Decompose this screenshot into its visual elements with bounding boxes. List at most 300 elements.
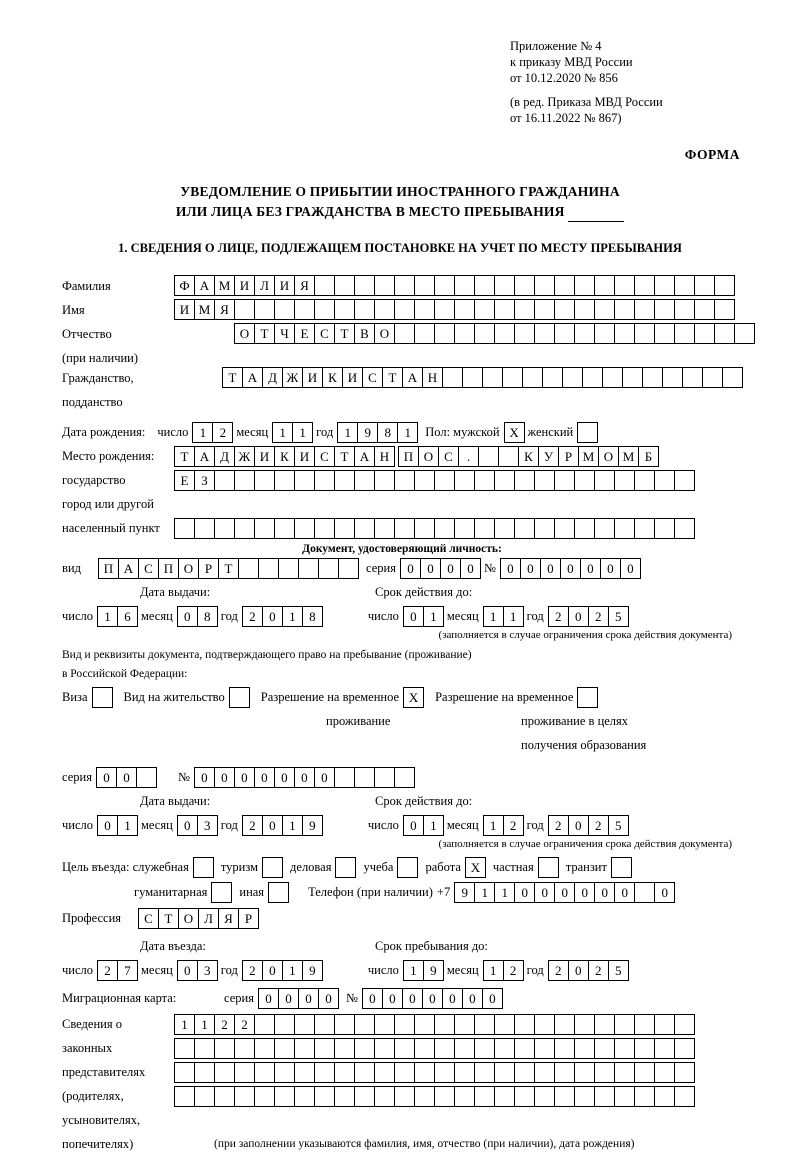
- form-cell[interactable]: [614, 275, 635, 296]
- form-cell[interactable]: 0: [262, 606, 283, 627]
- form-cell[interactable]: [274, 470, 295, 491]
- form-cell[interactable]: [534, 1086, 555, 1107]
- form-cell[interactable]: [294, 299, 315, 320]
- form-cell[interactable]: [394, 299, 415, 320]
- form-cell[interactable]: 1: [282, 815, 303, 836]
- form-cell[interactable]: [594, 470, 615, 491]
- form-cell[interactable]: .: [458, 446, 479, 467]
- legal-rep-cells-row2[interactable]: [174, 1038, 694, 1059]
- form-cell[interactable]: [254, 1038, 275, 1059]
- form-cell[interactable]: [494, 1086, 515, 1107]
- form-cell[interactable]: Т: [218, 558, 239, 579]
- form-cell[interactable]: 0: [600, 558, 621, 579]
- form-cell[interactable]: М: [618, 446, 639, 467]
- form-cell[interactable]: [514, 275, 535, 296]
- form-cell[interactable]: [594, 1038, 615, 1059]
- form-cell[interactable]: [654, 323, 675, 344]
- form-cell[interactable]: [634, 275, 655, 296]
- form-cell[interactable]: [514, 470, 535, 491]
- permit-issue-year-cells[interactable]: [242, 815, 322, 836]
- form-cell[interactable]: [334, 1014, 355, 1035]
- form-cell[interactable]: 0: [568, 960, 589, 981]
- form-cell[interactable]: 2: [212, 422, 233, 443]
- form-cell[interactable]: К: [274, 446, 295, 467]
- form-cell[interactable]: [414, 323, 435, 344]
- form-cell[interactable]: [354, 1062, 375, 1083]
- form-cell[interactable]: [494, 1014, 515, 1035]
- form-cell[interactable]: [214, 470, 235, 491]
- legal-rep-cells-row1[interactable]: [174, 1014, 694, 1035]
- form-cell[interactable]: 2: [503, 815, 524, 836]
- form-cell[interactable]: 9: [302, 960, 323, 981]
- form-cell[interactable]: [454, 470, 475, 491]
- doc-kind-cells[interactable]: [98, 558, 358, 579]
- form-cell[interactable]: [234, 470, 255, 491]
- form-cell[interactable]: Ф: [174, 275, 195, 296]
- form-cell[interactable]: У: [538, 446, 559, 467]
- form-cell[interactable]: [514, 1038, 535, 1059]
- form-cell[interactable]: П: [158, 558, 179, 579]
- form-cell[interactable]: [634, 323, 655, 344]
- form-cell[interactable]: [474, 518, 495, 539]
- form-cell[interactable]: [534, 470, 555, 491]
- form-cell[interactable]: [674, 1038, 695, 1059]
- form-cell[interactable]: А: [194, 275, 215, 296]
- form-cell[interactable]: [634, 470, 655, 491]
- form-cell[interactable]: [414, 1062, 435, 1083]
- form-cell[interactable]: [554, 1038, 575, 1059]
- form-cell[interactable]: [394, 1086, 415, 1107]
- form-cell[interactable]: [474, 1038, 495, 1059]
- doc-issue-year-cells[interactable]: [242, 606, 322, 627]
- form-cell[interactable]: [414, 299, 435, 320]
- form-cell[interactable]: А: [194, 446, 215, 467]
- form-cell[interactable]: Р: [558, 446, 579, 467]
- form-cell[interactable]: [374, 518, 395, 539]
- form-cell[interactable]: [514, 299, 535, 320]
- form-cell[interactable]: [654, 299, 675, 320]
- entry-month-cells[interactable]: [177, 960, 217, 981]
- purpose-humanitarian-box[interactable]: [211, 882, 231, 903]
- form-cell[interactable]: [562, 367, 583, 388]
- permit-issue-month-cells[interactable]: [177, 815, 217, 836]
- form-cell[interactable]: [674, 1086, 695, 1107]
- form-cell[interactable]: [674, 299, 695, 320]
- form-cell[interactable]: 1: [174, 1014, 195, 1035]
- form-cell[interactable]: 8: [377, 422, 398, 443]
- form-cell[interactable]: О: [234, 323, 255, 344]
- form-cell[interactable]: [414, 1086, 435, 1107]
- form-cell[interactable]: С: [138, 558, 159, 579]
- form-cell[interactable]: [622, 367, 643, 388]
- doc-issue-month-cells[interactable]: [177, 606, 217, 627]
- doc-valid-year-cells[interactable]: [548, 606, 628, 627]
- form-cell[interactable]: 8: [197, 606, 218, 627]
- form-cell[interactable]: [574, 1062, 595, 1083]
- form-cell[interactable]: [454, 1014, 475, 1035]
- form-cell[interactable]: О: [598, 446, 619, 467]
- form-cell[interactable]: 5: [608, 606, 629, 627]
- form-cell[interactable]: Т: [254, 323, 275, 344]
- form-cell[interactable]: [674, 1062, 695, 1083]
- form-cell[interactable]: 0: [177, 606, 198, 627]
- form-cell[interactable]: [234, 518, 255, 539]
- form-cell[interactable]: О: [178, 908, 199, 929]
- form-cell[interactable]: [454, 1062, 475, 1083]
- form-cell[interactable]: [554, 518, 575, 539]
- form-cell[interactable]: [514, 518, 535, 539]
- permit-valid-day-cells[interactable]: [403, 815, 443, 836]
- form-cell[interactable]: 0: [177, 815, 198, 836]
- form-cell[interactable]: 0: [258, 988, 279, 1009]
- form-cell[interactable]: [574, 275, 595, 296]
- entry-day-cells[interactable]: [97, 960, 137, 981]
- form-cell[interactable]: 0: [500, 558, 521, 579]
- form-cell[interactable]: [268, 882, 289, 903]
- form-cell[interactable]: 6: [117, 606, 138, 627]
- form-cell[interactable]: 2: [548, 606, 569, 627]
- form-cell[interactable]: [674, 1014, 695, 1035]
- form-cell[interactable]: П: [98, 558, 119, 579]
- form-cell[interactable]: [397, 857, 418, 878]
- form-cell[interactable]: [614, 1014, 635, 1035]
- doc-valid-month-cells[interactable]: [483, 606, 523, 627]
- form-cell[interactable]: 0: [514, 882, 535, 903]
- form-cell[interactable]: 9: [357, 422, 378, 443]
- form-cell[interactable]: И: [234, 275, 255, 296]
- permit-valid-year-cells[interactable]: [548, 815, 628, 836]
- form-cell[interactable]: 2: [234, 1014, 255, 1035]
- form-cell[interactable]: [574, 1014, 595, 1035]
- form-cell[interactable]: Я: [214, 299, 235, 320]
- form-cell[interactable]: [434, 323, 455, 344]
- form-cell[interactable]: [694, 299, 715, 320]
- form-cell[interactable]: [534, 299, 555, 320]
- form-cell[interactable]: [234, 1086, 255, 1107]
- form-cell[interactable]: 1: [403, 960, 424, 981]
- form-cell[interactable]: [734, 323, 755, 344]
- form-cell[interactable]: [214, 1038, 235, 1059]
- form-cell[interactable]: [334, 767, 355, 788]
- form-cell[interactable]: [294, 518, 315, 539]
- form-cell[interactable]: [314, 1014, 335, 1035]
- form-cell[interactable]: [654, 1062, 675, 1083]
- form-cell[interactable]: И: [302, 367, 323, 388]
- form-cell[interactable]: Д: [262, 367, 283, 388]
- form-cell[interactable]: 0: [568, 606, 589, 627]
- form-cell[interactable]: [722, 367, 743, 388]
- permit-valid-month-cells[interactable]: [483, 815, 523, 836]
- form-cell[interactable]: А: [118, 558, 139, 579]
- form-cell[interactable]: [494, 323, 515, 344]
- form-cell[interactable]: 0: [97, 815, 118, 836]
- form-cell[interactable]: [594, 275, 615, 296]
- form-cell[interactable]: С: [138, 908, 159, 929]
- form-cell[interactable]: [611, 857, 632, 878]
- form-cell[interactable]: О: [178, 558, 199, 579]
- form-cell[interactable]: 2: [242, 960, 263, 981]
- form-cell[interactable]: [194, 1062, 215, 1083]
- form-cell[interactable]: [498, 446, 519, 467]
- form-cell[interactable]: П: [398, 446, 419, 467]
- form-cell[interactable]: 1: [483, 960, 504, 981]
- form-cell[interactable]: [614, 299, 635, 320]
- form-cell[interactable]: [254, 1086, 275, 1107]
- form-cell[interactable]: М: [214, 275, 235, 296]
- form-cell[interactable]: [694, 323, 715, 344]
- form-cell[interactable]: [702, 367, 723, 388]
- form-cell[interactable]: [554, 1086, 575, 1107]
- form-cell[interactable]: [278, 558, 299, 579]
- entry-year-cells[interactable]: [242, 960, 322, 981]
- form-cell[interactable]: Е: [294, 323, 315, 344]
- birthplace-state-cells[interactable]: [174, 446, 394, 467]
- profession-cells[interactable]: [138, 908, 258, 929]
- form-cell[interactable]: Т: [334, 323, 355, 344]
- form-cell[interactable]: [554, 275, 575, 296]
- form-cell[interactable]: [494, 470, 515, 491]
- form-cell[interactable]: М: [194, 299, 215, 320]
- form-cell[interactable]: [314, 1086, 335, 1107]
- form-cell[interactable]: З: [194, 470, 215, 491]
- form-cell[interactable]: [577, 687, 598, 708]
- form-cell[interactable]: С: [362, 367, 383, 388]
- form-cell[interactable]: 0: [278, 988, 299, 1009]
- form-cell[interactable]: [414, 1038, 435, 1059]
- form-cell[interactable]: 0: [318, 988, 339, 1009]
- form-cell[interactable]: Н: [422, 367, 443, 388]
- form-cell[interactable]: [394, 1062, 415, 1083]
- form-cell[interactable]: [234, 299, 255, 320]
- form-cell[interactable]: 0: [403, 606, 424, 627]
- form-cell[interactable]: [254, 1062, 275, 1083]
- form-cell[interactable]: [194, 518, 215, 539]
- form-cell[interactable]: [654, 470, 675, 491]
- form-cell[interactable]: 0: [294, 767, 315, 788]
- form-cell[interactable]: [335, 857, 356, 878]
- form-cell[interactable]: [654, 275, 675, 296]
- form-cell[interactable]: Х: [465, 857, 486, 878]
- form-cell[interactable]: [394, 470, 415, 491]
- form-cell[interactable]: [654, 1038, 675, 1059]
- form-cell[interactable]: [674, 470, 695, 491]
- form-cell[interactable]: 0: [116, 767, 137, 788]
- form-cell[interactable]: [334, 275, 355, 296]
- migration-number-cells[interactable]: [362, 988, 502, 1009]
- form-cell[interactable]: [374, 1014, 395, 1035]
- birth-month-cells[interactable]: [272, 422, 312, 443]
- form-cell[interactable]: [354, 767, 375, 788]
- form-cell[interactable]: Т: [222, 367, 243, 388]
- form-cell[interactable]: [414, 518, 435, 539]
- stay-month-cells[interactable]: [483, 960, 523, 981]
- form-cell[interactable]: [554, 1062, 575, 1083]
- legal-rep-cells-row3[interactable]: [174, 1062, 694, 1083]
- purpose-work-box[interactable]: [465, 857, 485, 878]
- form-cell[interactable]: 0: [574, 882, 595, 903]
- form-cell[interactable]: [314, 1038, 335, 1059]
- form-cell[interactable]: [92, 687, 113, 708]
- form-cell[interactable]: 5: [608, 960, 629, 981]
- form-cell[interactable]: [494, 299, 515, 320]
- form-cell[interactable]: [674, 323, 695, 344]
- form-cell[interactable]: [254, 518, 275, 539]
- form-cell[interactable]: И: [174, 299, 195, 320]
- form-cell[interactable]: [594, 1062, 615, 1083]
- form-cell[interactable]: [694, 275, 715, 296]
- form-cell[interactable]: Е: [174, 470, 195, 491]
- form-cell[interactable]: 1: [483, 606, 504, 627]
- form-cell[interactable]: 0: [654, 882, 675, 903]
- purpose-private-box[interactable]: [538, 857, 558, 878]
- form-cell[interactable]: Н: [374, 446, 395, 467]
- form-cell[interactable]: 1: [194, 1014, 215, 1035]
- form-cell[interactable]: 0: [177, 960, 198, 981]
- form-cell[interactable]: [594, 518, 615, 539]
- form-cell[interactable]: Я: [294, 275, 315, 296]
- form-cell[interactable]: [194, 1038, 215, 1059]
- form-cell[interactable]: 0: [194, 767, 215, 788]
- form-cell[interactable]: 3: [197, 815, 218, 836]
- migration-series-cells[interactable]: [258, 988, 338, 1009]
- form-cell[interactable]: 1: [474, 882, 495, 903]
- form-cell[interactable]: 2: [588, 815, 609, 836]
- form-cell[interactable]: [314, 470, 335, 491]
- form-cell[interactable]: 0: [554, 882, 575, 903]
- form-cell[interactable]: [434, 1014, 455, 1035]
- form-cell[interactable]: [474, 1086, 495, 1107]
- form-cell[interactable]: Б: [638, 446, 659, 467]
- visa-box[interactable]: [92, 687, 112, 708]
- form-cell[interactable]: 2: [548, 815, 569, 836]
- form-cell[interactable]: [674, 518, 695, 539]
- form-cell[interactable]: [354, 299, 375, 320]
- form-cell[interactable]: 0: [362, 988, 383, 1009]
- form-cell[interactable]: 0: [314, 767, 335, 788]
- form-cell[interactable]: 0: [462, 988, 483, 1009]
- form-cell[interactable]: 0: [534, 882, 555, 903]
- form-cell[interactable]: [634, 882, 655, 903]
- form-cell[interactable]: Ж: [234, 446, 255, 467]
- form-cell[interactable]: [274, 1062, 295, 1083]
- form-cell[interactable]: 0: [298, 988, 319, 1009]
- form-cell[interactable]: [534, 518, 555, 539]
- form-cell[interactable]: [542, 367, 563, 388]
- form-cell[interactable]: 0: [382, 988, 403, 1009]
- form-cell[interactable]: [654, 1014, 675, 1035]
- form-cell[interactable]: Ч: [274, 323, 295, 344]
- form-cell[interactable]: [414, 1014, 435, 1035]
- doc-issue-day-cells[interactable]: [97, 606, 137, 627]
- form-cell[interactable]: [534, 323, 555, 344]
- citizenship-cells[interactable]: [222, 367, 742, 388]
- form-cell[interactable]: Т: [158, 908, 179, 929]
- form-cell[interactable]: 1: [282, 960, 303, 981]
- form-cell[interactable]: [334, 1062, 355, 1083]
- form-cell[interactable]: Т: [382, 367, 403, 388]
- form-cell[interactable]: [354, 275, 375, 296]
- surname-cells[interactable]: [174, 275, 734, 296]
- sex-female-box[interactable]: [577, 422, 597, 443]
- form-cell[interactable]: [674, 275, 695, 296]
- form-cell[interactable]: А: [402, 367, 423, 388]
- form-cell[interactable]: [534, 1038, 555, 1059]
- form-cell[interactable]: [594, 299, 615, 320]
- form-cell[interactable]: 1: [337, 422, 358, 443]
- form-cell[interactable]: С: [314, 323, 335, 344]
- form-cell[interactable]: [574, 1038, 595, 1059]
- form-cell[interactable]: 0: [560, 558, 581, 579]
- form-cell[interactable]: [374, 1038, 395, 1059]
- form-cell[interactable]: [254, 470, 275, 491]
- form-cell[interactable]: 9: [423, 960, 444, 981]
- form-cell[interactable]: [454, 299, 475, 320]
- form-cell[interactable]: [574, 299, 595, 320]
- form-cell[interactable]: Д: [214, 446, 235, 467]
- form-cell[interactable]: 0: [262, 815, 283, 836]
- residence-permit-box[interactable]: [229, 687, 249, 708]
- form-cell[interactable]: 1: [192, 422, 213, 443]
- form-cell[interactable]: 9: [302, 815, 323, 836]
- form-cell[interactable]: [354, 1038, 375, 1059]
- form-cell[interactable]: [494, 518, 515, 539]
- form-cell[interactable]: [614, 1038, 635, 1059]
- phone-cells[interactable]: [454, 882, 674, 903]
- birthplace-city-cells-row2[interactable]: [174, 470, 694, 491]
- form-cell[interactable]: 0: [96, 767, 117, 788]
- patronymic-cells[interactable]: [234, 323, 754, 344]
- purpose-official-box[interactable]: [193, 857, 213, 878]
- form-cell[interactable]: [294, 1014, 315, 1035]
- doc-valid-day-cells[interactable]: [403, 606, 443, 627]
- form-cell[interactable]: [554, 299, 575, 320]
- form-cell[interactable]: Л: [198, 908, 219, 929]
- form-cell[interactable]: [174, 1038, 195, 1059]
- form-cell[interactable]: [211, 882, 232, 903]
- form-cell[interactable]: [534, 275, 555, 296]
- form-cell[interactable]: [534, 1062, 555, 1083]
- form-cell[interactable]: 1: [97, 606, 118, 627]
- form-cell[interactable]: [574, 518, 595, 539]
- form-cell[interactable]: [174, 1062, 195, 1083]
- form-cell[interactable]: 5: [608, 815, 629, 836]
- form-cell[interactable]: 0: [440, 558, 461, 579]
- form-cell[interactable]: 0: [420, 558, 441, 579]
- form-cell[interactable]: 0: [460, 558, 481, 579]
- purpose-business-box[interactable]: [335, 857, 355, 878]
- form-cell[interactable]: 0: [234, 767, 255, 788]
- form-cell[interactable]: [714, 275, 735, 296]
- form-cell[interactable]: Т: [174, 446, 195, 467]
- form-cell[interactable]: 1: [397, 422, 418, 443]
- form-cell[interactable]: [654, 1086, 675, 1107]
- form-cell[interactable]: [614, 1086, 635, 1107]
- form-cell[interactable]: А: [354, 446, 375, 467]
- form-cell[interactable]: [214, 1062, 235, 1083]
- form-cell[interactable]: 0: [442, 988, 463, 1009]
- form-cell[interactable]: [274, 1086, 295, 1107]
- form-cell[interactable]: [582, 367, 603, 388]
- form-cell[interactable]: [654, 518, 675, 539]
- form-cell[interactable]: [514, 1086, 535, 1107]
- stay-year-cells[interactable]: [548, 960, 628, 981]
- form-cell[interactable]: 7: [117, 960, 138, 981]
- form-cell[interactable]: 1: [483, 815, 504, 836]
- form-cell[interactable]: [454, 1086, 475, 1107]
- form-cell[interactable]: [634, 1014, 655, 1035]
- form-cell[interactable]: [314, 1062, 335, 1083]
- form-cell[interactable]: 8: [302, 606, 323, 627]
